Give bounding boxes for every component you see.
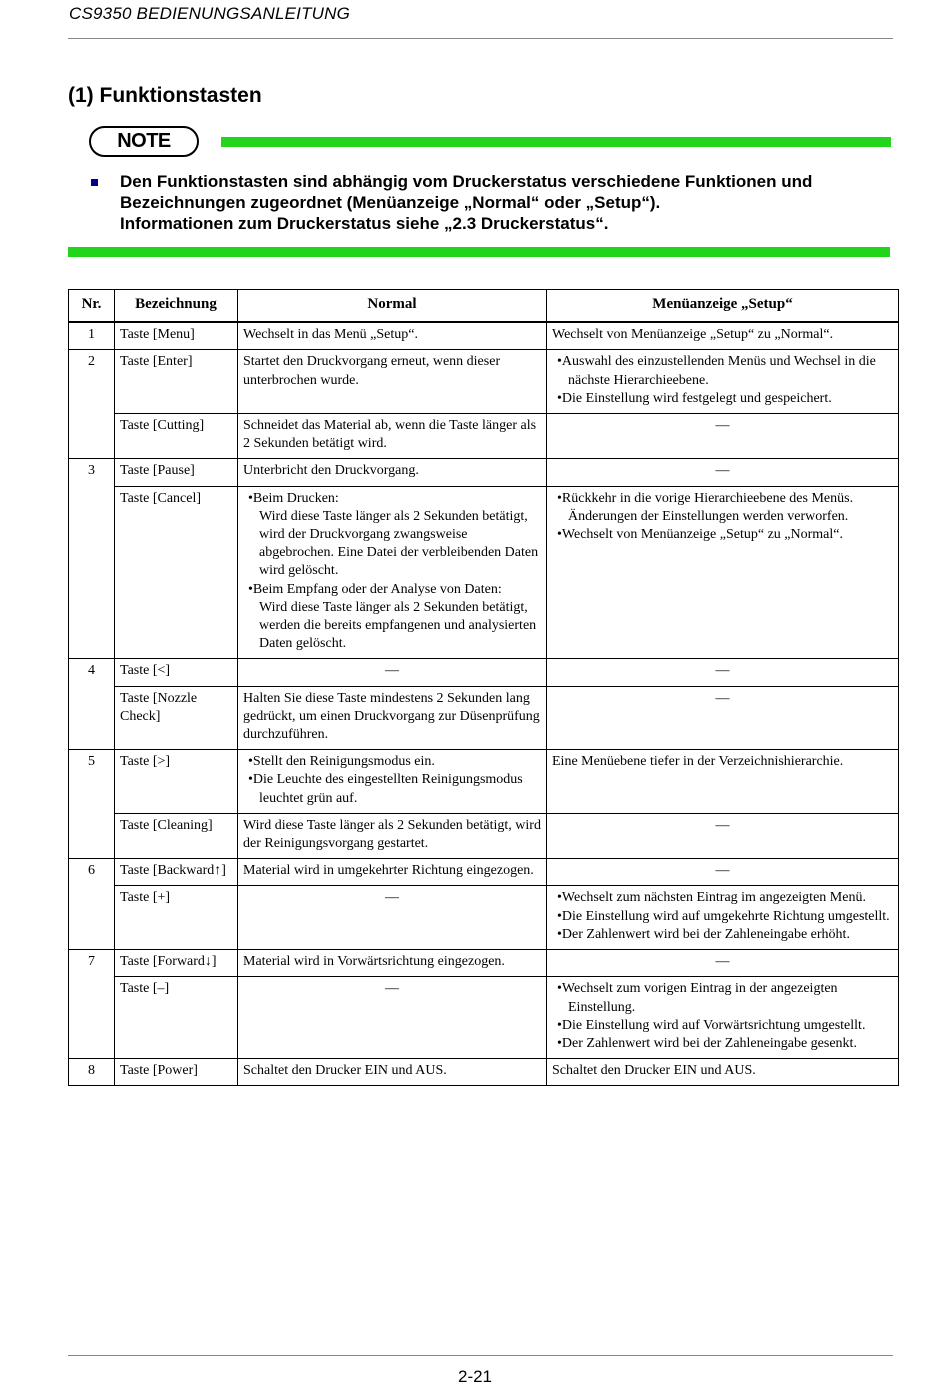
- table-row: [69, 813, 899, 858]
- cell-text: Unterbricht den Druckvorgang.: [243, 463, 419, 479]
- bullet-item: •Wechselt zum nächsten Eintrag im angezeigten Menü.: [557, 890, 866, 906]
- setup-function: [547, 750, 899, 814]
- cell-text: Halten Sie diese Taste mindestens 2 Sekunden lang gedrückt, um einen Druckvorgang zur Düsenprüfung durchzuführen.: [243, 690, 540, 743]
- table-row: [69, 659, 899, 686]
- normal-function: [238, 859, 547, 886]
- key-name: Taste [<]: [115, 659, 238, 686]
- cell-text: —: [715, 863, 730, 879]
- bullet-item: •Beim Empfang oder der Analyse von Daten:: [248, 581, 502, 597]
- cell-text: —: [715, 663, 730, 679]
- bullet-item: •Auswahl des einzustellenden Menüs und Wechsel in die nächste Hierarchieebene.: [557, 354, 876, 388]
- normal-function: [238, 414, 547, 459]
- note-text: [120, 171, 880, 234]
- cell-text: Material wird in Vorwärtsrichtung eingezogen.: [243, 954, 505, 970]
- bullet-item: •Wechselt zum vorigen Eintrag in der angezeigten Einstellung.: [557, 981, 838, 1015]
- cell-text: Eine Menüebene tiefer in der Verzeichnishierarchie.: [552, 754, 844, 770]
- bullet-item: •Der Zahlenwert wird bei der Zahleneingabe gesenkt.: [557, 1035, 857, 1051]
- normal-function: [238, 977, 547, 1059]
- table-row: [69, 950, 899, 977]
- normal-function: [238, 950, 547, 977]
- column-header-name: Bezeichnung: [115, 290, 238, 323]
- table-row: [69, 686, 899, 750]
- table-row: [69, 859, 899, 886]
- note-badge: NOTE: [89, 126, 199, 157]
- setup-function: [547, 859, 899, 886]
- key-name: Taste [+]: [115, 886, 238, 950]
- cell-text: Wird diese Taste länger als 2 Sekunden betätigt, werden die bereits empfangenen und analysierten Daten gelöscht.: [259, 599, 537, 652]
- setup-function: [547, 1059, 899, 1086]
- key-number: 4: [69, 659, 115, 750]
- normal-function: [238, 813, 547, 858]
- key-name: Taste [Pause]: [115, 459, 238, 486]
- cell-text: Wechselt von Menüanzeige „Setup“ zu „Normal“.: [552, 327, 834, 343]
- column-header-setup: Menüanzeige „Setup“: [547, 290, 899, 323]
- key-number: 6: [69, 859, 115, 950]
- key-name: Taste [Cutting]: [115, 414, 238, 459]
- cell-text: Material wird in umgekehrter Richtung eingezogen.: [243, 863, 534, 879]
- cell-text: —: [715, 690, 730, 706]
- normal-function: [238, 350, 547, 414]
- document-header-title: CS9350 BEDIENUNGSANLEITUNG: [69, 4, 351, 23]
- note-line: Informationen zum Druckerstatus siehe „2.3 Druckerstatus“.: [120, 214, 609, 233]
- table-row: [69, 977, 899, 1059]
- cell-text: —: [715, 418, 730, 434]
- setup-function: [547, 686, 899, 750]
- key-name: Taste [Nozzle Check]: [115, 686, 238, 750]
- bullet-item: •Die Einstellung wird festgelegt und gespeichert.: [557, 390, 832, 406]
- setup-function: [547, 486, 899, 659]
- cell-text: —: [385, 981, 399, 997]
- setup-function: [547, 459, 899, 486]
- bullet-item: •Die Einstellung wird auf Vorwärtsrichtung umgestellt.: [557, 1017, 866, 1033]
- cell-text: Schaltet den Drucker EIN und AUS.: [243, 1063, 447, 1079]
- setup-function: [547, 886, 899, 950]
- normal-function: [238, 886, 547, 950]
- table-row: [69, 350, 899, 414]
- table-row: [69, 322, 899, 350]
- page-number: 2-21: [457, 1367, 493, 1386]
- key-name: Taste [–]: [115, 977, 238, 1059]
- cell-text: Schneidet das Material ab, wenn die Taste länger als 2 Sekunden betätigt wird.: [243, 418, 537, 452]
- key-name: Taste [Cleaning]: [115, 813, 238, 858]
- cell-text: —: [385, 890, 399, 906]
- bullet-item: •Beim Drucken:: [248, 490, 339, 506]
- table-header-row: [69, 290, 899, 323]
- normal-function: [238, 659, 547, 686]
- cell-text: Schaltet den Drucker EIN und AUS.: [552, 1063, 756, 1079]
- note-accent-bar-bottom: [68, 247, 890, 257]
- setup-function: [547, 414, 899, 459]
- note-accent-bar-top: [221, 137, 891, 147]
- setup-function: [547, 659, 899, 686]
- normal-function: [238, 1059, 547, 1086]
- bullet-item: •Wechselt von Menüanzeige „Setup“ zu „Normal“.: [557, 527, 843, 543]
- table-row: [69, 750, 899, 814]
- key-number: 5: [69, 750, 115, 859]
- cell-text: —: [715, 954, 730, 970]
- key-name: Taste [Enter]: [115, 350, 238, 414]
- table-body: [69, 322, 899, 1086]
- note-line: Den Funktionstasten sind abhängig vom Druckerstatus verschiedene Funktionen und: [120, 172, 813, 191]
- key-number: 2: [69, 350, 115, 459]
- table-row: [69, 414, 899, 459]
- key-name: Taste [Power]: [115, 1059, 238, 1086]
- key-number: 7: [69, 950, 115, 1059]
- cell-text: Wird diese Taste länger als 2 Sekunden betätigt, wird der Druckvorgang zwangsweise abgebrochen. Eine Datei der verbleibenden Daten wird gelöscht.: [259, 508, 539, 579]
- table-row: [69, 486, 899, 659]
- setup-function: [547, 322, 899, 350]
- cell-text: Wechselt in das Menü „Setup“.: [243, 327, 418, 343]
- setup-function: [547, 950, 899, 977]
- table-row: [69, 1059, 899, 1086]
- table-row: [69, 459, 899, 486]
- key-name: Taste [Backward↑]: [115, 859, 238, 886]
- key-name: Taste [Menu]: [115, 322, 238, 350]
- cell-text: Startet den Druckvorgang erneut, wenn dieser unterbrochen wurde.: [243, 354, 501, 388]
- setup-function: [547, 350, 899, 414]
- normal-function: [238, 322, 547, 350]
- bullet-item: •Stellt den Reinigungsmodus ein.: [248, 754, 435, 770]
- section-title: (1) Funktionstasten: [68, 84, 262, 107]
- bullet-item: •Der Zahlenwert wird bei der Zahleneingabe erhöht.: [557, 926, 850, 942]
- cell-text: —: [385, 663, 399, 679]
- bullet-item: •Die Einstellung wird auf umgekehrte Richtung umgestellt.: [557, 908, 890, 924]
- key-number: 8: [69, 1059, 115, 1086]
- key-name: Taste [Forward↓]: [115, 950, 238, 977]
- normal-function: [238, 459, 547, 486]
- key-name: Taste [Cancel]: [115, 486, 238, 659]
- key-number: 3: [69, 459, 115, 659]
- cell-text: Wird diese Taste länger als 2 Sekunden betätigt, wird der Reinigungsvorgang gestartet.: [243, 817, 541, 852]
- column-header-normal: Normal: [238, 290, 547, 323]
- cell-text: —: [715, 463, 730, 479]
- normal-function: [238, 686, 547, 750]
- footer-divider: [68, 1355, 893, 1356]
- square-bullet-icon: [91, 179, 98, 186]
- bullet-item: •Die Leuchte des eingestellten Reinigungsmodus leuchtet grün auf.: [248, 772, 523, 806]
- function-keys-table: [68, 289, 899, 1086]
- setup-function: [547, 977, 899, 1059]
- bullet-item: •Rückkehr in die vorige Hierarchieebene des Menüs. Änderungen der Einstellungen werden verworfen.: [557, 490, 854, 524]
- note-line: Bezeichnungen zugeordnet (Menüanzeige „Normal“ oder „Setup“).: [120, 193, 661, 212]
- cell-text: —: [715, 817, 730, 833]
- normal-function: [238, 750, 547, 814]
- header-divider: [68, 38, 893, 39]
- column-header-nr: Nr.: [69, 290, 115, 323]
- normal-function: [238, 486, 547, 659]
- setup-function: [547, 813, 899, 858]
- table-row: [69, 886, 899, 950]
- key-number: 1: [69, 322, 115, 350]
- key-name: Taste [>]: [115, 750, 238, 814]
